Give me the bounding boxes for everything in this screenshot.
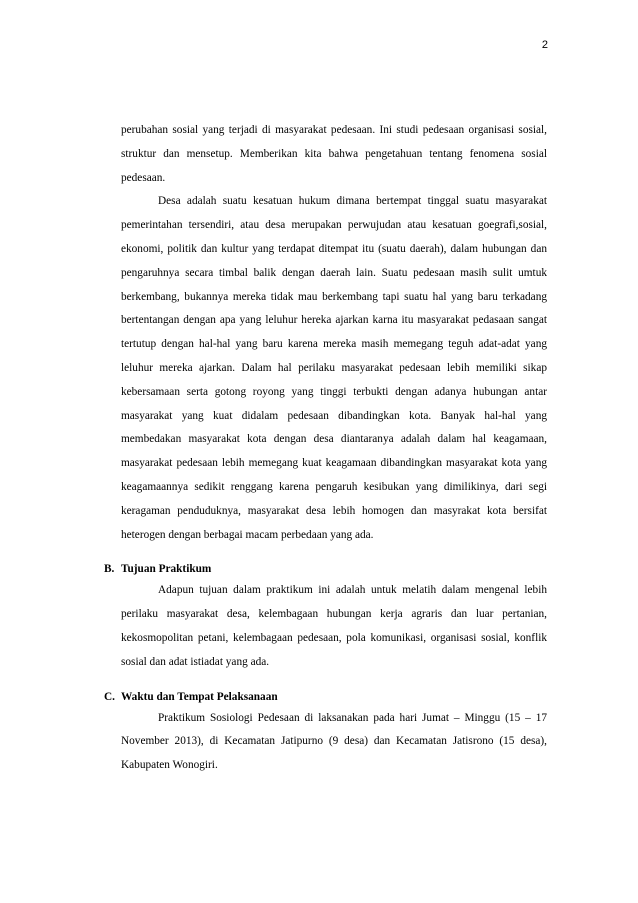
section-c-marker: C. bbox=[104, 690, 115, 703]
desa-paragraph: Desa adalah suatu kesatuan hukum dimana bertempat tinggal suatu masyarakat pemerintahan tersendiri, atau desa merupakan perwujudan atau kesatuan goegrafi,sosial, ekonomi, politik dan kultur yang terdapat ditempat itu (suatu daerah), dalam hubungan dan pengaruhnya secara timbal balik dengan daerah lain. Suatu pedesaan masih sulit umtuk berkembang, bukannya mereka tidak mau berkembang tapi suatu hal yang baru terkadang bertentangan dengan apa yang leluhur hereka ajarkan karna itu masyarakat pedasaan sangat tertutup dengan hal-hal yang baru karena mereka masih memegang teguh adat-adat yang leluhur mereka ajarkan. Dalam hal perilaku masyarakat pedesaan lebih memiliki sikap kebersamaan serta gotong royong yang tinggi terbukti dengan adanya hubungan antar masyarakat yang kuat didalam pedesaan dibandingkan kota. Banyak hal-hal yang membedakan masyarakat kota dengan desa diantaranya adalah dalam hal keagamaan, masyarakat pedesaan lebih memegang kuat keagamaan dibandingkan masyarakat kota yang keagamaannya sedikit renggang karena pengaruh kesibukan yang dimilikinya, dari segi keragaman penduduknya, masyarakat desa lebih homogen dan masyrakat kota bersifat heterogen dengan berbagai macam perbedaan yang ada. bbox=[121, 195, 547, 541]
section-c-title: Waktu dan Tempat Pelaksanaan bbox=[121, 690, 278, 703]
page-number: 2 bbox=[541, 39, 548, 51]
section-c-body: Praktikum Sosiologi Pedesaan di laksanakan pada hari Jumat – Minggu (15 – 17 November 2013), di Kecamatan Jatipurno (9 desa) dan Kecamatan Jatisrono (15 desa), Kabupaten Wonogiri. bbox=[121, 711, 547, 772]
section-b-title: Tujuan Praktikum bbox=[121, 563, 212, 576]
section-b-heading bbox=[104, 559, 547, 579]
section-b-marker: B. bbox=[104, 563, 115, 576]
section-c-heading bbox=[104, 687, 547, 707]
section-b-body: Adapun tujuan dalam praktikum ini adalah untuk melatih dalam mengenal lebih perilaku masyarakat desa, kelembagaan hubungan kerja agraris dan luar pertanian, kekosmopolitan petani, kelembagaan pedesaan, pola komunikasi, organisasi sosial, konflik sosial dan adat istiadat yang ada. bbox=[121, 584, 547, 668]
intro-paragraph: perubahan sosial yang terjadi di masyarakat pedesaan. Ini studi pedesaan organisasi sosial, struktur dan mensetup. Memberikan kita bahwa pengetahuan tentang fenomena sosial pedesaan. bbox=[121, 124, 547, 184]
document-body bbox=[104, 119, 547, 778]
